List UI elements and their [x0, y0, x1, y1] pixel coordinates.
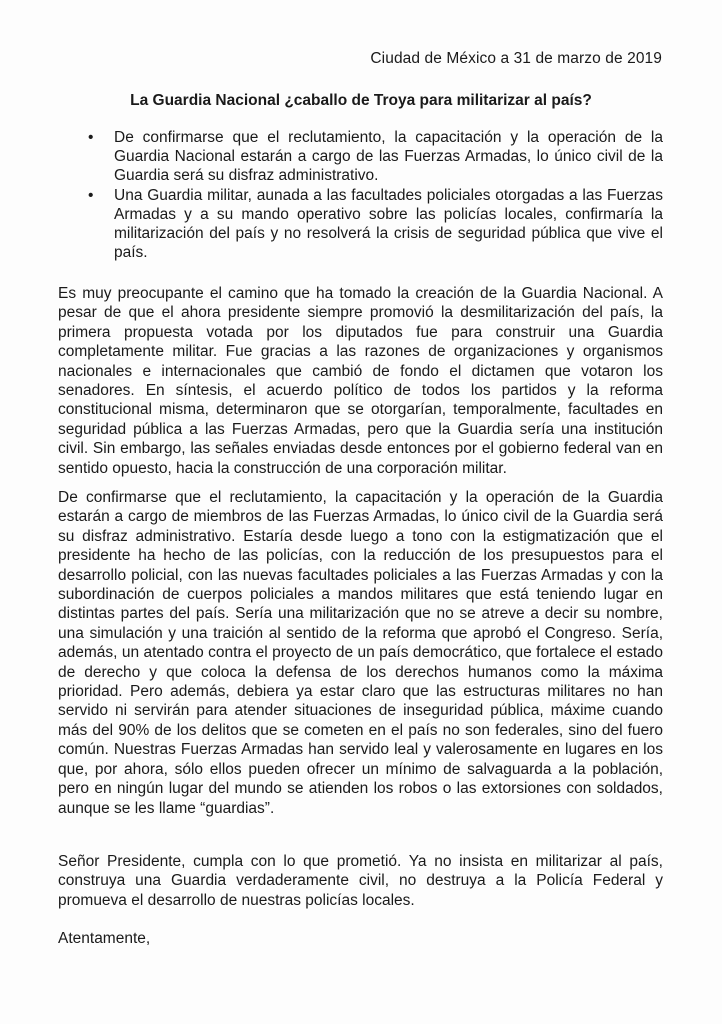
- summary-bullet-text: De confirmarse que el reclutamiento, la capacitación y la operación de la Guardia Nacional estarán a cargo de las Fuerzas Armadas, lo único civil de la Guardia será su disfraz administrativo.: [114, 129, 663, 185]
- bullet-glyph: •: [88, 129, 94, 146]
- summary-bullet-item: [86, 128, 663, 186]
- body-paragraph: Señor Presidente, cumpla con lo que prometió. Ya no insista en militarizar al país, construya una Guardia verdaderamente civil, no destruya a la Policía Federal y promueva el desarrollo de nuestras policías locales.: [58, 853, 663, 909]
- body-paragraph: Es muy preocupante el camino que ha tomado la creación de la Guardia Nacional. A pesar de que el ahora presidente siempre promovió la desmilitarización del país, la primera propuesta votada por los diputados fue para construir una Guardia completamente militar. Fue gracias a las razones de organizaciones y organismos nacionales e internacionales que cambió de fondo el dictamen que votaron los senadores. En síntesis, el acuerdo político de todos los partidos y la reforma constitucional misma, determinaron que se otorgarían, temporalmente, facultades en seguridad pública a las Fuerzas Armadas, pero que la Guardia sería una institución civil. Sin embargo, las señales enviadas desde entonces por el gobierno federal van en sentido opuesto, hacia la construcción de una corporación militar.: [58, 285, 663, 477]
- summary-bullet-item: [86, 186, 663, 263]
- bullet-glyph: •: [88, 186, 94, 204]
- summary-bullet-list: [86, 128, 663, 262]
- summary-bullet-text: Una Guardia militar, aunada a las facultades policiales otorgadas a las Fuerzas Armadas y a su mando operativo sobre las policías locales, confirmaría la militarización del país y no resolverá la crisis de seguridad pública que vive el país.: [114, 186, 663, 262]
- document-title: La Guardia Nacional ¿caballo de Troya para militarizar al país?: [130, 92, 592, 109]
- closing-salutation: Atentamente,: [58, 930, 151, 947]
- body-paragraph: De confirmarse que el reclutamiento, la capacitación y la operación de la Guardia estarán a cargo de miembros de las Fuerzas Armadas, lo único civil de la Guardia será su disfraz administrativo. Estaría desde luego a tono con la estigmatización que el presidente ha hecho de las policías, con la reducción de los presupuestos para el desarrollo policial, con las nuevas facultades policiales a las Fuerzas Armadas y con la subordinación de cuerpos policiales a mandos militares que está teniendo lugar en distintas partes del país. Sería una militarización que no se atreve a decir su nombre, una simulación y una traición al sentido de la reforma que aprobó el Congreso. Sería, además, un atentado contra el proyecto de un país democrático, que fortalece el estado de derecho y que coloca la defensa de los derechos humanos como la máxima prioridad. Pero además, debiera ya estar claro que las estructuras militares no han servido ni servirán para atender situaciones de inseguridad pública, máxime cuando más del 90% de los delitos que se cometen en el país no son federales, sino del fuero común. Nuestras Fuerzas Armadas han servido leal y valerosamente en lugares en los que, por ahora, sólo ellos pueden ofrecer un mínimo de salvaguarda a la población, pero en ningún lugar del mundo se atienden los robos o las extorsiones con soldados, aunque se les llame “guardias”.: [58, 489, 663, 817]
- date-line: Ciudad de México a 31 de marzo de 2019: [370, 50, 662, 67]
